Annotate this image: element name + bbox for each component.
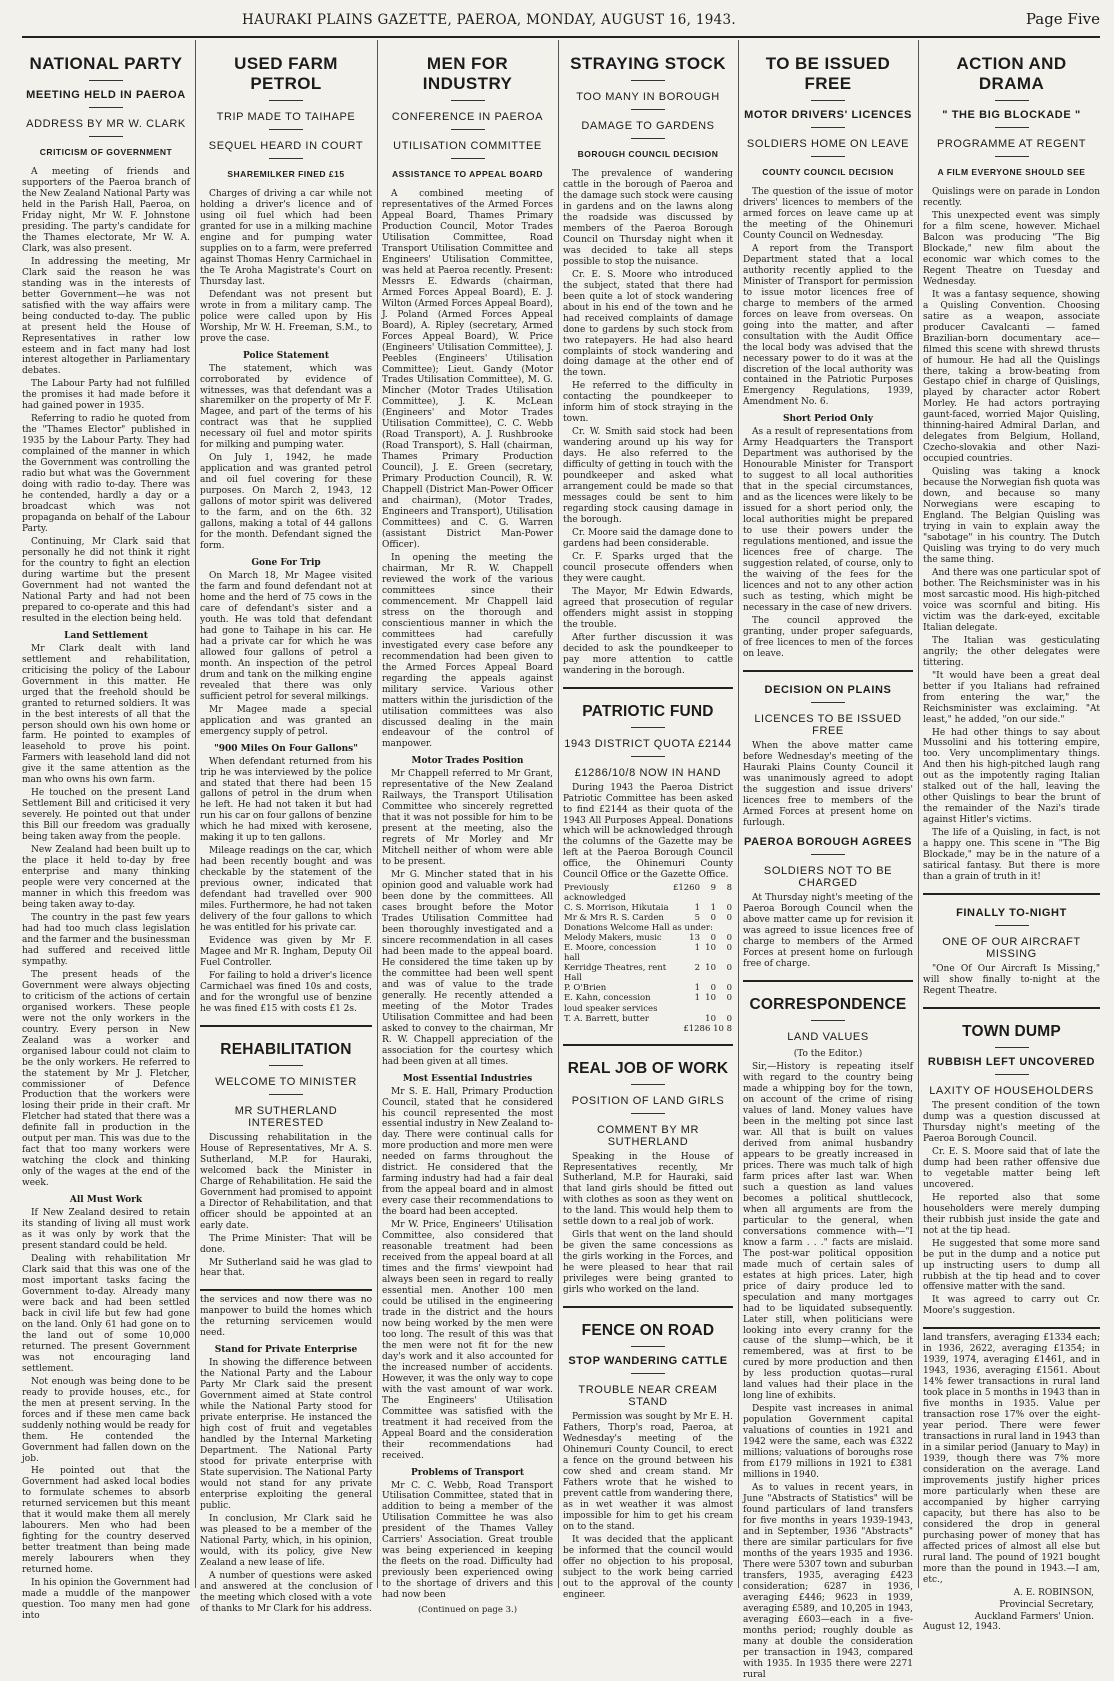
subheading: "900 Miles On Four Gallons"	[214, 743, 358, 754]
paragraph: He suggested that some more sand be put in the dump and a notice put up instructing users to dump all rubbish at the tip head and to cover offensive matter with the sand.	[923, 1238, 1100, 1293]
deck: BOROUGH COUNCIL DECISION	[577, 149, 719, 159]
paragraph: And there was one particular spot of bother. The Reichsminister was in his most sarcastic mood. His high-pitched voice was scornful and biting. His victim was the dark-eyed, excitable Italian delegate.	[923, 567, 1100, 633]
dash-rule	[269, 100, 303, 101]
deck: TRIP MADE TO TAIHAPE	[216, 111, 356, 123]
table-row	[563, 983, 733, 993]
continued-note: (Continued on page 3.)	[417, 1605, 518, 1616]
paragraph: A report from the Transport Department stated that a local authority recently applied to the Minister of Transport for permission to issue motor licences free of charge to members of the armed forces on leave from overseas. On going into the matter, and after consultation with the Audit Office the local body was advised that the necessary power to do it was at the discretion of the local authority was contained in the Patriotic Purposes Emergency Regulations, 1939, Amendment No. 6.	[743, 243, 913, 408]
table-row	[563, 963, 733, 983]
headline-real-job-of-work: REAL JOB OF WORK	[567, 1059, 729, 1077]
donor: E. Moore, concession hall	[564, 943, 657, 964]
subheading: Stand for Private Enterprise	[214, 1345, 358, 1356]
deck: SHAREMILKER FINED £15	[227, 169, 345, 179]
headline-used-farm-petrol: USED FARM PETROL	[234, 54, 338, 93]
deck: WELCOME TO MINISTER	[215, 1075, 357, 1088]
deck: SOLDIERS HOME ON LEAVE	[746, 138, 910, 150]
dash-rule	[269, 1094, 303, 1095]
total: £1286 10 8	[683, 1023, 732, 1034]
article-decision-on-plains	[743, 670, 913, 829]
dash-rule	[631, 1113, 665, 1114]
paragraph: The prevalence of wandering cattle in the borough of Paeroa and the damage such stock were causing in gardens and on the lawns along the roadside was discussed by members of the Paeroa Borough Council on Thursday night when it was decided to take all steps possible to stop the nuisance.	[563, 169, 733, 267]
deck: POSITION OF LAND GIRLS	[571, 1094, 725, 1107]
paragraph: The country in the past few years had had too much class legislation and the farmer and the businessman had suffered and received little sympathy.	[22, 912, 190, 967]
paragraph: A meeting of friends and supporters of the Paeroa branch of the New Zealand National Party was held in the Parish Hall, Paeroa, on Friday night, Mr W. F. Johnstone presiding. The party's candidate for the Thames electorate, Mr W. A. Clark, was also present.	[22, 167, 190, 254]
paragraph: It was a fantasy sequence, showing a Quisling Convention. Choosing satire as a weapon, associate producer Cavalcanti — famed Brazilian-born documentary ace—filmed this scene with shrewd thrusts of humour. He had all the Quislings there, taking a brow-beating from Gestapo chief in charge of Quislings, played by character actor Robert Morley. He had actors portraying gaunt-faced, worried Major Quisling, thinning-haired Admiral Darlan, and delegates from Belgium, Holland, Czecho-slovakia and other Nazi-occupied countries.	[923, 289, 1100, 465]
column-6	[923, 42, 1100, 1632]
deck: SOLDIERS NOT TO BE CHARGED	[763, 865, 893, 890]
deck: RUBBISH LEFT UNCOVERED	[927, 1055, 1096, 1068]
paragraph: the services and now there was no manpower to build the homes which the returning servicemen would need.	[200, 1295, 372, 1339]
paragraph: Evidence was given by Mr F. Magee and Mr R. Ingham, Deputy Oil Fuel Controller.	[200, 936, 372, 968]
column-2	[200, 42, 372, 1614]
paragraph: If New Zealand desired to retain its standing of living all must work as it was only by work that the present standard could be held.	[22, 1208, 190, 1252]
subheading: Short Period Only	[783, 414, 873, 425]
pounds: 2	[694, 963, 700, 974]
paragraph: Mr W. Price, Engineers' Utilisation Committee, also considered that reasonable treatment had been received from the appeal board at all times and the firms' viewpoint had always been seen in regard to really essential men. Another 100 men could be utilised in the engineering trade in the district and the hours now being worked by the men were too long. The result of this was that the men were not fit for the new day's work and it also accounted for the increased number of accidents. However, it was the only way to cope with the vast amount of war work. The Engineers' Utilisation Committee was satisfied with the treatment it had received from the Appeal Board and the consideration their recommendations had received.	[382, 1220, 553, 1461]
article-real-job	[563, 1044, 733, 1297]
paragraph: "One Of Our Aircraft Is Missing," will show finally to-night at the Regent Theatre.	[923, 964, 1100, 996]
masthead-rule	[22, 36, 1100, 38]
deck: LAXITY OF HOUSEHOLDERS	[929, 1084, 1094, 1097]
pounds: 1	[694, 983, 700, 994]
paragraph: In addressing the meeting, Mr Clark said the reason he was standing was in the interests of better Government—he was not satisfied with the way affairs were being conducted to-day. The public at present held the House of Representatives in rather low esteem and in fact many had lost interest altogether in Parliamentary debates.	[22, 256, 190, 377]
dash-rule	[631, 756, 665, 757]
article-town-dump	[923, 1007, 1100, 1317]
headline-finally-tonight: FINALLY TO-NIGHT	[956, 907, 1067, 920]
paragraph: The statement, which was corroborated by evidence of witnesses, was that defendant was a sharemilker on the property of Mr F. Magee, and part of the terms of his contract was that he supplied necessary oil fuel and motor spirits for milking and pumping water.	[200, 363, 372, 451]
shillings: 0	[710, 913, 716, 924]
to-the-editor: (To the Editor.)	[793, 1049, 863, 1060]
paragraph: Mr S. E. Hall, Primary Production Council, stated that he considered his council represented the most essential industry in New Zealand to-day. There were continual calls for more production and more men were needed on farms throughout the district. He considered that the farming industry had had a fair deal from the appeal board and in almost every case their recommendations to the board had been accepted.	[382, 1086, 553, 1218]
paragraph: In his opinion the Government had made a muddle of the manpower question. Too many men had gone into	[22, 1578, 190, 1622]
deck: DAMAGE TO GARDENS	[581, 120, 715, 132]
deck: A FILM EVERYONE SHOULD SEE	[937, 167, 1086, 177]
paragraph: The present condition of the town dump was a question discussed at Thursday night's meeting of the Paeroa Borough Council.	[923, 1100, 1100, 1144]
dash-rule	[811, 854, 845, 855]
dash-rule	[631, 138, 665, 139]
paragraph: He touched on the present Land Settlement Bill and criticised it very severely. He pointed out that under this Bill our freedom was gradually being taken away from the people.	[22, 788, 190, 843]
dash-rule	[451, 129, 485, 130]
dash-rule	[89, 107, 123, 108]
article-correspondence	[743, 980, 913, 1680]
dash-rule	[451, 158, 485, 159]
paragraph: Dealing with rehabilitation Mr Clark said that this was one of the most important tasks facing the Government to-day. Already many were back and had been settled back in civil life but few had gone on the land. Only 61 had gone on to the land out of some 10,000 returned. The present Government was not encouraging land settlement.	[22, 1254, 190, 1374]
paragraph: It was agreed to carry out Cr. Moore's suggestion.	[923, 1295, 1100, 1317]
column-rule	[195, 40, 196, 1588]
paragraph: He reported also that some householders were merely dumping their rubbish just inside the gate and not at the tip head.	[923, 1192, 1100, 1236]
dash-rule	[811, 156, 845, 157]
paragraph: Mr G. Mincher stated that in his opinion good and valuable work had been done by the committees. All cases brought before the Motor Trades Utilisation Committee had been thoroughly investigated and a sincere recommendation in all cases had been made to the appeal board. He considered the time taken up by the committee had been well spent and was of value to the trade generally. He recently attended a meeting of the Motor Trades Utilisation Committee and had been asked to convey to the chairman, Mr R. W. Chappell appreciation of the association for the courtesy which had been given at all times.	[382, 870, 553, 1067]
article-rehabilitation	[200, 1025, 372, 1280]
paragraph: At Thursday night's meeting of the Paeroa Borough Council when the above matter came up for revision it was agreed to issue licences free of charge to members of the Armed Forces at present home on furlough free of charge.	[743, 893, 913, 970]
column-3	[382, 42, 553, 1616]
signature-org: Auckland Farmers' Union.	[974, 1611, 1094, 1622]
dash-rule	[811, 702, 845, 703]
paragraph: The Mayor, Mr Edwin Edwards, agreed that prosecution of regular offenders might assist in stopping the trouble.	[563, 586, 733, 630]
paragraph: In opening the meeting the chairman, Mr R. W. Chappell reviewed the work of the various committees since their commencement. Mr Chappell laid stress on the thorough and conscientious manner in which the committees had carefully investigated every case before any recommendation had been given to the Armed Forces Appeal Board regarding the appeals against military service. Various other matters within the jurisdiction of the utilisation committees was also discussed dealing in the main endeavour of the control of manpower.	[382, 552, 553, 750]
donor: Melody Makers, music	[564, 933, 662, 944]
pence: 0	[726, 913, 732, 924]
paragraph: Cr. E. S. Moore who introduced the subject, stated that there had been quite a lot of stock wandering about in his end of the town and he had received complaints of damage done to gardens by such stock from two ratepayers. He had also heard complaints of stock wandering and doing damage at the other end of the town.	[563, 269, 733, 379]
deck: COUNTY COUNCIL DECISION	[762, 167, 894, 177]
pence: 0	[726, 943, 732, 954]
deck: " THE BIG BLOCKADE "	[942, 109, 1081, 121]
deck: MOTOR DRIVERS' LICENCES	[744, 109, 912, 121]
letter-date: August 12, 1943.	[923, 1621, 1001, 1632]
dash-rule	[269, 1065, 303, 1066]
dash-rule	[89, 136, 123, 137]
paragraph: Defendant was not present but wrote in from a military camp. The police were called upon by His Worship, Mr W. H. Freeman, S.M., to prove the case.	[200, 289, 372, 344]
deck: LAND VALUES	[787, 1031, 869, 1044]
deck: MEETING HELD IN PAEROA	[26, 89, 186, 101]
table-row	[563, 993, 733, 1013]
dash-rule	[995, 1047, 1029, 1048]
paragraph: land transfers, averaging £1334 each; in 1936, 2622, averaging £1354; in 1939, 1974, averaging £1461, and in 1943, 1936, averaging £1561. About 14% fewer transactions in rural land took place in 5 months in 1943 than in five months in 1935. Value per transaction rose 17% over the eight-year period. There were fewer transactions in rural land in 1943 than in a similar period (January to May) in 1939, though there was 7% more consideration on the average. Land improvements justify higher prices more particularly when these are accompanied by higher carrying capacity, but there has also to be considered the drop in general purchasing power of money that has affected prices of almost all else but rural land. The pound of 1921 bought more than the pound in 1943.—I am, etc.,	[923, 1333, 1100, 1585]
table-row	[563, 883, 733, 903]
dash-rule	[811, 100, 845, 101]
subheading: Land Settlement	[64, 630, 148, 641]
subheading: All Must Work	[69, 1195, 143, 1206]
continuation	[200, 1289, 372, 1614]
paragraph: Mr Sutherland said he was glad to hear that.	[200, 1257, 372, 1279]
paragraph: A combined meeting of representatives of the Armed Forces Appeal Board, Thames Primary Production Council, Motor Trades Utilisation Committee, Road Transport Utilisation Committee and Engineers' Utilisation Committee, was held at Paeroa recently. Present: Messrs E. Edwards (chairman, Armed Forces Appeal Board), E. J. Wilton (Armed Forces Appeal Board), J. Poland (Armed Forces Appeal Board), A. Ripley (secretary, Armed Forces Appeal Board), W. Price (Engineers' Utilisation Committee), J. Peebles (Engineers' Utilisation Committee); Lieut. Gandy (Motor Trades Utilisation Committee), M. G. Mincher (Motor Trades Utilisation Committee), J. K. McLean (Engineers' and Motor Trades Utilisation Committee), C. C. Webb (Road Transport), A. J. Rushbrooke (Road Transport), S. Hall (chairman, Thames Primary Production Council), J. E. Green (secretary, Primary Production Council), R. W. Chappell (District Man-Power Officer and chairman), (Motor Trades, Engineers and Transport), Utilisation Committees) and C. G. Warren (assistant District Man-Power Officer).	[382, 189, 553, 550]
dash-rule	[995, 156, 1029, 157]
paragraph: Quisling was taking a knock because the Norwegian fish quota was down, and because so many Norwegians were escaping to England. The Belgian Quisling was trying in vain to explain away the "sabotage" in his country. The Dutch Quisling was trying to do very much the same thing.	[923, 467, 1100, 565]
paragraph: Mr Clark dealt with land settlement and rehabilitation, criticising the policy of the Labour Government in this matter. He urged that the freehold should be granted to returned soldiers. It was in the best interests of all that the person should own his own home or farm. He pointed to examples of leasehold to prove his point. Farmers with leasehold land did not give it the same attention as the man who owns his own farm.	[22, 643, 190, 786]
paragraph: Mr Magee made a special application and was granted an emergency supply of petrol.	[200, 704, 372, 737]
paragraph: It was decided that the applicant be informed that the council would offer no objection to his proposal, subject to the work being carried out to the approval of the county engineer.	[563, 1534, 733, 1600]
dash-rule	[89, 80, 123, 81]
donor: E. Kahn, concession loud speaker services	[564, 993, 658, 1014]
paragraph: The council approved the granting, under proper safeguards, of free licences to men of the forces on leave.	[743, 615, 913, 659]
paragraph: Cr. F. Sparks urged that the council prosecute offenders when they were caught.	[563, 551, 733, 584]
dash-rule	[631, 1373, 665, 1374]
paragraph: Mr Chappell referred to Mr Grant, representative of the New Zealand Railways, the Transport Utilisation Committee who sincerely regretted that it was not possible for him to be present at the meeting, also the regrets of Mr Morley and Mr Mitchell neither of whom were able to be present.	[382, 769, 553, 868]
shillings: 10	[705, 963, 716, 974]
paragraph: Cr. W. Smith said stock had been wandering around up his way for days. He also referred to the difficulty of getting in touch with the poundkeeper and asked what arrangement could be made so that messages could be sent to him regarding stock causing damage in the borough.	[563, 427, 733, 526]
shillings: 10	[705, 943, 716, 954]
paragraph: He had other things to say about Mussolini and his tottering empire, too. Very uncomplimentary things. And then his high-pitched laugh rang out as the impotently raging Italian stalked out of the hall, leaving the other Quislings to bear the brunt of the remainder of the Nazi's tirade against Hitler's victims.	[923, 727, 1100, 826]
column-1	[22, 42, 190, 1622]
dash-rule	[811, 127, 845, 128]
deck: CONFERENCE IN PAEROA	[391, 111, 544, 123]
donor: Previously acknowledged	[564, 883, 626, 904]
headline-men-for-industry: MEN FOR INDUSTRY	[422, 54, 513, 93]
paragraph: A number of questions were asked and answered at the conclusion of the meeting which closed with a vote of thanks to Mr Clark for his address.	[200, 1570, 372, 1614]
pounds: 1	[694, 993, 700, 1004]
donor: P. O'Brien	[564, 983, 607, 994]
headline-rehabilitation: REHABILITATION	[220, 1040, 352, 1058]
column-4	[563, 42, 734, 1600]
column-rule	[738, 40, 739, 1588]
table-row	[563, 923, 733, 933]
headline-national-party: NATIONAL PARTY	[29, 54, 183, 73]
pence: 0	[726, 1013, 732, 1024]
headline-paeroa-borough-agrees: PAEROA BOROUGH AGREES	[743, 836, 913, 849]
shillings: 0	[710, 933, 716, 944]
deck: PROGRAMME AT REGENT	[936, 138, 1087, 150]
subheading: Motor Trades Position	[411, 756, 524, 767]
paragraph: When defendant returned from his trip he was interviewed by the police and stated that there had been 15 gallons of petrol in the drum when he left. He had not taken it but had run his car on four gallons of benzine which he had mixed with kerosene, making it up to ten gallons.	[200, 756, 372, 844]
pounds: 5	[694, 913, 700, 924]
paragraph: New Zealand had been built up to the place it held to-day by free enterprise and many thinking people were very concerned at the manner in which this freedom was being taken away to-day.	[22, 845, 190, 910]
table-row	[563, 1014, 733, 1024]
pence: 0	[726, 993, 732, 1004]
subheading: Gone For Trip	[251, 558, 321, 569]
donor: C. S. Morrison, Hikutaia	[564, 903, 669, 914]
paragraph: Despite vast increases in animal population Government capital valuations of counties in 1921 and 1942 were the same, each was £322 millions; valuations of boroughs rose from £179 millions in 1921 to £381 millions in 1940.	[743, 1404, 913, 1481]
shillings: 10	[705, 993, 716, 1004]
paragraph: Mr C. C. Webb, Road Transport Utilisation Committee, stated that in addition to being a member of the Utilisation Committee he was also president of the Thames Valley Carriers' Association. Great trouble was being experienced in keeping the fleets on the road. Difficulty had previously been experienced owing to the shortage of drivers and this had now been	[382, 1480, 553, 1601]
paragraph: Referring to radio he quoted from the "Thames Elector" published in 1935 by the Labour Party. They had complained of the manner in which the Government was controlling the radio but what was the Government doing with radio to-day. There was he contended, hardly a day or a broadcast which was not propaganda on behalf of the Labour Party.	[22, 414, 190, 534]
dash-rule	[631, 727, 665, 728]
column-rule	[558, 40, 559, 1588]
pence: 0	[726, 903, 732, 914]
deck: ASSISTANCE TO APPEAL BOARD	[391, 169, 544, 179]
paragraph: The Italian was gesticulating angrily; the other delegates were tittering.	[923, 635, 1100, 668]
headline-town-dump: TOWN DUMP	[962, 1022, 1061, 1040]
donations-table	[563, 883, 733, 1033]
deck: ONE OF OUR AIRCRAFT MISSING	[942, 936, 1081, 961]
headline-straying-stock: STRAYING STOCK	[570, 54, 726, 73]
table-row	[563, 933, 733, 943]
dash-rule	[269, 158, 303, 159]
signature-name: A. E. ROBINSON,	[1013, 1587, 1094, 1598]
paragraph: During 1943 the Paeroa District Patriotic Committee has been asked to find £2144 as their quota of the 1943 All Purposes Appeal. Donations which will be acknowledged through the columns of the Gazette may be left at the Paeroa Borough Council office, the Ohinemuri County Council Office or the Gazette Office.	[563, 782, 733, 881]
subheading: Police Statement	[242, 350, 330, 361]
headline-to-be-issued-free: TO BE ISSUED FREE	[765, 54, 891, 93]
dash-rule	[811, 1020, 845, 1021]
dash-rule	[995, 100, 1029, 101]
paragraph: In conclusion, Mr Clark said he was pleased to be a member of the National Party, which, in his opinion, would, with its policy, give New Zealand a new lease of life.	[200, 1513, 372, 1568]
headline-correspondence: CORRESPONDENCE	[749, 996, 907, 1014]
pence: 8	[726, 883, 732, 894]
dash-rule	[995, 1074, 1029, 1075]
pence: 0	[726, 983, 732, 994]
pounds: £1260	[672, 883, 700, 894]
paragraph: Mileage readings on the car, which had been recently bought and was checkable by the statement of the previous owner, indicated that defendant had travelled over 900 miles. Furthermore, he had not taken delivery of the four gallons to which he was entitled for his private car.	[200, 846, 372, 934]
letter-continuation	[923, 1327, 1100, 1631]
paragraph: Permission was sought by Mr E. H. Fathers, Thorp's road, Paeroa, at Wednesday's meeting of the Ohinemuri County Council, to erect a fence on the ground between his cow shed and cream stand. Mr Fathers wrote that he wished to prevent cattle from wandering there, as in wet weather it was almost impossible for him to get his cream on to the stand.	[563, 1412, 734, 1532]
donor: Kerridge Theatres, rent Hall	[564, 963, 667, 984]
donor: Mr & Mrs R. S. Carden	[564, 913, 664, 924]
column-5	[743, 42, 913, 1680]
pounds: 1	[694, 903, 700, 914]
paragraph: For failing to hold a driver's licence Carmichael was fined 10s and costs, and for the wrongful use of benzine he was fined £15 with costs £1 2s.	[200, 970, 372, 1014]
paragraph: Not enough was being done to be ready to provide houses, etc., for the men at present serving. In the forces and if these men came back suddenly nothing would be ready for them. He contended the Government had fallen down on the job.	[22, 1376, 190, 1464]
dash-rule	[995, 925, 1029, 926]
pence: 0	[726, 933, 732, 944]
paragraph: Sir,—History is repeating itself with regard to the country being made a whipping boy for the town, on account of the crime of rising values of land. Money values have been in the melting pot since last war. All that is built on values derived from animal husbandry appears to be greatly increased in prices. There was much talk of high farm prices after last war. When such a question as land values becomes a political shuttlecock, when all arguments are from the particular to the general, when conversations commence with—"I know a farm . . ." facts are mislaid. The post-war political opposition made much of certain sales of estates at high prices. Later, high price of dairy produce led to speculation and many mortgages had to be liquidated subsequently. Later still, when politicians were looking into every cranny for the cause of the slump—which, be it remembered, was at first to be cured by more production and then by less production quotas—rural land values had their place in the long line of exhibits.	[743, 1062, 913, 1402]
headline-fence-on-road: FENCE ON ROAD	[581, 1322, 715, 1340]
subheading: Problems of Transport	[410, 1467, 525, 1478]
paragraph: As a result of representations from Army Headquarters the Transport Department was authorised by the Honourable Minister for Transport to suggest to all local authorities that in the special circumstances, and as the licences were likely to be issued for a short period only, the local authorities might be prepared to use their powers under the regulations mentioned, and issue the licences free of charge. The suggestion related, of course, only to the waiving of the fees for the licences and not to any other action such as testing, which might be necessary in the case of new drivers.	[743, 427, 913, 613]
paragraph: "It would have been a great deal better if you Italians had refrained from entering the war," the Reichsminister was exclaiming. "At least," he added, "on our side."	[923, 670, 1100, 725]
paragraph: Continuing, Mr Clark said that personally he did not think it right for the country to fight an election during wartime but the present Government had not wanted the National Party and had not been prepared to co-operate and this had resulted in the election being held.	[22, 536, 190, 624]
deck: SEQUEL HEARD IN COURT	[208, 140, 364, 152]
paragraph: He pointed out that the Government had asked local bodies to formulate schemes to absorb returned servicemen but this meant that it would make them all merely labourers. Men who had been fighting for the country deserved better treatment than being made merely labourers when they returned home.	[22, 1466, 190, 1576]
pounds: 13	[689, 933, 700, 944]
headline-patriotic-fund: PATRIOTIC FUND	[582, 702, 714, 720]
column-rule	[918, 40, 919, 1588]
dash-rule	[631, 80, 665, 81]
paragraph: On March 18, Mr Magee visited the farm and found defendant not at home and the herd of 75 cows in the care of defendant's sister and a youth. He was told that defendant had gone to Taihape in his car. He had a private car for which he was allowed four gallons of petrol a month. An inspection of the petrol drum and tank on the milking engine revealed that there was only sufficient petrol for several milkings.	[200, 571, 372, 702]
deck: COMMENT BY MR SUTHERLAND	[596, 1123, 700, 1148]
paragraph: The present heads of the Government were always objecting to criticism of the actions of certain organised workers. These people were not the only workers in the country. Every person in New Zealand was a worker and organised labour could not claim to be the only workers. He referred to the statement by Mr J. Fletcher, commissioner of Defence Production that the workers were losing their pride in their craft. Mr Fletcher had stated that there was a definite fall in production in the output per man. This was due to the fact that too many workers were watching the clock and thinking only of the wages at the end of the week.	[22, 969, 190, 1189]
paragraph: This unexpected event was simply for a film scene, however. Michael Balcon was producing "The Big Blockade," new film about the economic war which comes to the Regent Theatre on Tuesday and Wednesday.	[923, 210, 1100, 287]
signature-title: Provincial Secretary,	[999, 1599, 1094, 1610]
table-row	[563, 943, 733, 963]
table-row	[563, 903, 733, 913]
table-total-row	[563, 1024, 733, 1034]
pounds: 1	[694, 943, 700, 954]
paragraph: Girls that went on the land should be given the same concessions as the girls working in the Forces, and he were pleased to hear that rail privileges were being granted to girls who worked on the land.	[563, 1230, 733, 1296]
dash-rule	[451, 100, 485, 101]
paragraph: Cr. E. S. Moore said that of late the dump had been rather offensive due to vegetable matter being left uncovered.	[923, 1146, 1100, 1190]
paragraph: The Labour Party had not fulfilled the promises it had made before it had gained power in 1935.	[22, 379, 190, 412]
deck: UTILISATION COMMITTEE	[393, 140, 542, 152]
subheading: Most Essential Industries	[402, 1073, 533, 1084]
shillings: 0	[710, 983, 716, 994]
deck: TOO MANY IN BOROUGH	[576, 91, 720, 103]
paragraph: Charges of driving a car while not holding a driver's licence and of using oil fuel which had been granted for use in a milking machine engine and for pumping water supplies on to a farm, were preferred against Thomas Henry Carmichael in the Te Aroha Magistrate's Court on Thursday last.	[200, 189, 372, 287]
shillings: 1	[710, 903, 716, 914]
paragraph: He referred to the difficulty in contacting the poundkeeper to inform him of stock straying in the town.	[563, 381, 733, 425]
donor: Donations Welcome Hall as under:	[564, 923, 713, 934]
paragraph: The question of the issue of motor drivers' licences to members of the armed forces on leave came up at the meeting of the Ohinemuri County Council on Wednesday.	[743, 187, 913, 241]
dash-rule	[631, 1084, 665, 1085]
paragraph: Speaking in the House of Representatives recently, Mr Sutherland, M.P. for Hauraki, said that land girls should be fitted out with clothes as soon as they went on to the land. This would help them to settle down to a real job of work.	[563, 1151, 733, 1228]
deck: £1286/10/8 NOW IN HAND	[574, 766, 722, 779]
shillings: 10	[705, 1013, 716, 1024]
paragraph: In showing the difference between the National Party and the Labour Party Mr Clark said the present Government aimed at State control while the National Party stood for private enterprise. He instanced the high cost of fruit and vegetables handled by the Internal Marketing Department. The National Party stood for private enterprise with State supervision. The National Party would not stand for any private enterprise exploiting the general public.	[200, 1358, 372, 1511]
shillings: 9	[710, 883, 716, 894]
paragraph: When the above matter came before Wednesday's meeting of the Hauraki Plains County Council it was unanimously agreed to adopt the suggestion and issue drivers' licences free to members of the Armed Forces at present home on furlough.	[743, 740, 913, 828]
paragraph: Discussing rehabilitation in the House of Representatives, Mr A. S. Sutherland, M.P. for Hauraki, welcomed back the Minister in Charge of Rehabilitation. He said the Government had promised to appoint a Director of Rehabilitation, and that officer should be appointed at an early date.	[200, 1132, 372, 1231]
dash-rule	[631, 109, 665, 110]
paragraph: On July 1, 1942, he made application and was granted petrol and oil fuel covering for these purposes. On March 2, 1943, 12 gallons of motor spirit was delivered to the farm, and on the 6th. 32 gallons, making a total of 44 gallons for the month. Defendant signed the form.	[200, 453, 372, 552]
deck: CRITICISM OF GOVERNMENT	[39, 147, 173, 157]
article-patriotic-fund	[563, 687, 733, 1034]
deck: MR SUTHERLAND INTERESTED	[234, 1104, 338, 1129]
paragraph: After further discussion it was decided to ask the poundkeeper to pay more attention to cattle wandering in the borough.	[563, 632, 733, 676]
table-row	[563, 913, 733, 923]
paragraph: The life of a Quisling, in fact, is not a happy one. This scene in "The Big Blockade," may be in the nature of a satirical fantasy. But there is more than a grain of truth in it!	[923, 828, 1100, 883]
headline-decision-on-plains: DECISION ON PLAINS	[764, 683, 892, 696]
pounds	[672, 1014, 701, 1024]
dash-rule	[631, 1346, 665, 1347]
paragraph: Quislings were on parade in London recently.	[923, 187, 1100, 208]
dash-rule	[995, 127, 1029, 128]
paragraph: Cr. Moore said the damage done to gardens had been considerable.	[563, 528, 733, 549]
column-rule	[377, 40, 378, 1588]
paragraph: As to values in recent years, in June "Abstracts of Statistics" will be found particulars of land transfers for five months in years 1939-1943, and in September, 1936 "Abstracts" there are similar particulars for five months of the years 1935 and 1936. There were 5307 town and suburban transfers, 1935, averaging £423 consideration; 6287 in 1936, averaging £446; 9623 in 1939, averaging £589, and 10,205 in 1943, averaging £603—each in a five-months period; roughly double as many at double the consideration per transaction in 1943, compared with 1935. In 1935 there were 2271 rural	[743, 1483, 913, 1680]
deck: ADDRESS BY MR W. CLARK	[26, 118, 186, 130]
deck: 1943 DISTRICT QUOTA £2144	[564, 737, 732, 750]
article-fence-on-road	[563, 1306, 733, 1600]
deck: STOP WANDERING CATTLE	[568, 1355, 728, 1368]
deck: LICENCES TO BE ISSUED FREE	[754, 712, 902, 737]
pence: 0	[726, 963, 732, 974]
page-number: Page Five	[1025, 10, 1100, 28]
deck: TROUBLE NEAR CREAM STAND	[578, 1384, 718, 1409]
paragraph: The Prime Minister: That will be done.	[200, 1233, 372, 1255]
headline-action-and-drama: ACTION AND DRAMA	[956, 54, 1067, 93]
newspaper-title: HAURAKI PLAINS GAZETTE, PAEROA, MONDAY, AUGUST 16, 1943.	[242, 12, 737, 28]
article-finally-tonight	[923, 893, 1100, 997]
dash-rule	[269, 129, 303, 130]
masthead	[22, 10, 1100, 32]
donor: T. A. Barrett, butter	[564, 1013, 649, 1024]
